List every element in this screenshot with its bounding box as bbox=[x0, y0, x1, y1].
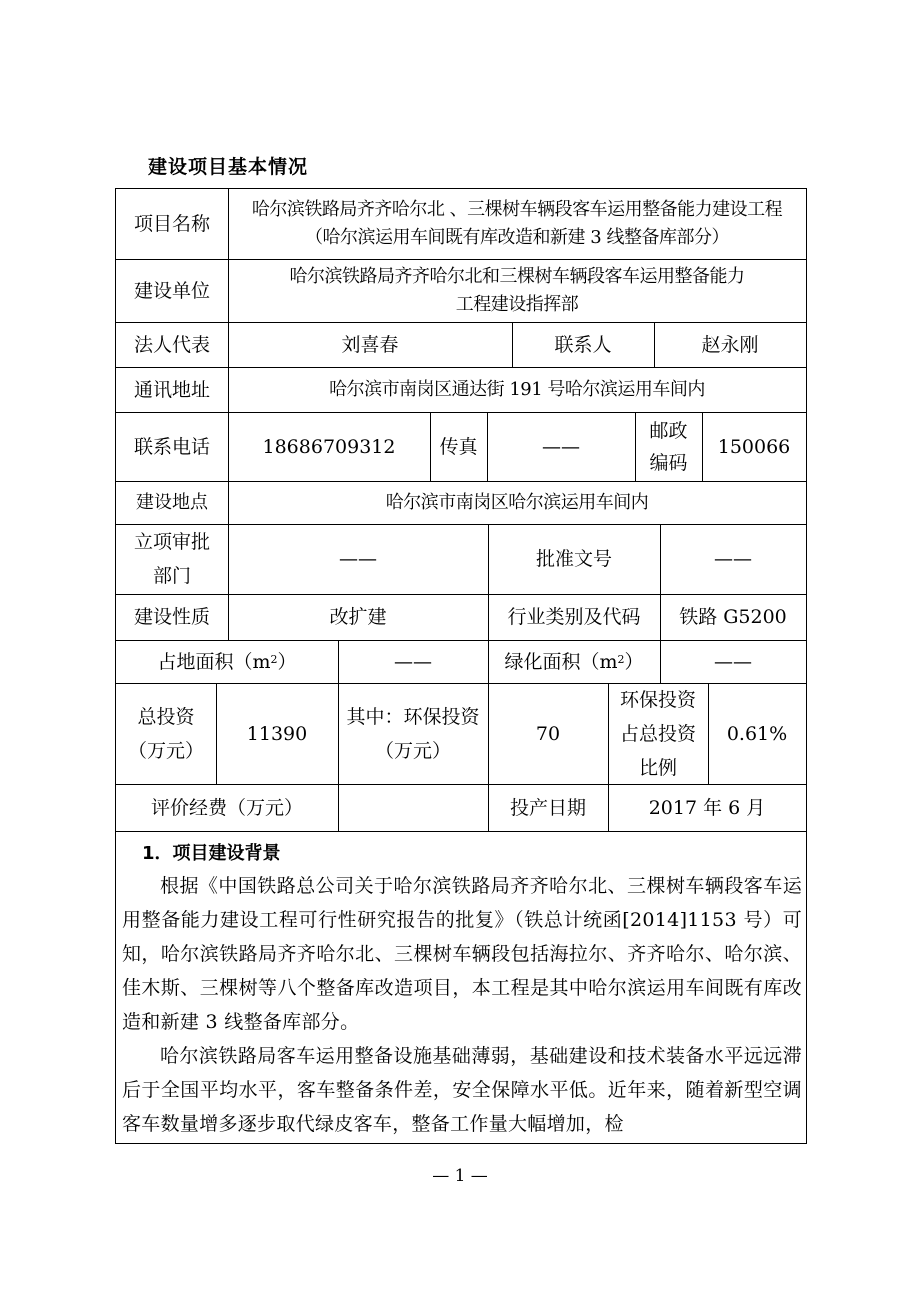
builder-label: 建设单位 bbox=[133, 279, 210, 302]
project-name-label: 项目名称 bbox=[133, 213, 210, 235]
approval-doc-value: —— bbox=[714, 548, 752, 570]
env-invest-value: 70 bbox=[535, 722, 561, 745]
fax-label: 传真 bbox=[439, 435, 478, 458]
env-ratio-label: 环保投资 占总投资 比例 bbox=[619, 688, 696, 779]
site-value: 哈尔滨市南岗区哈尔滨运用车间内 bbox=[385, 491, 649, 513]
land-area-value: —— bbox=[394, 650, 432, 673]
basic-info-table bbox=[115, 188, 807, 1144]
industry-label: 行业类别及代码 bbox=[507, 606, 641, 628]
env-ratio-value: 0.61% bbox=[726, 722, 788, 745]
production-date-label: 投产日期 bbox=[509, 796, 586, 819]
nature-value: 改扩建 bbox=[329, 606, 387, 628]
eval-fee-label: 评价经费（万元） bbox=[150, 796, 303, 819]
total-invest-value: 11390 bbox=[246, 722, 308, 745]
page-number: — 1 — bbox=[432, 1166, 488, 1186]
production-date-value: 2017 年 6 月 bbox=[648, 796, 766, 819]
postcode-label: 邮政 编码 bbox=[649, 419, 688, 474]
row-divider bbox=[116, 831, 806, 832]
contact-label: 联系人 bbox=[554, 333, 612, 356]
green-area-label: 绿化面积（m $^2$ ） bbox=[504, 650, 644, 673]
legal-rep-label: 法人代表 bbox=[133, 333, 210, 356]
background-paragraph-1: 根据《中国铁路总公司关于哈尔滨铁路局齐齐哈尔北、三棵树车辆段客车运用整备能力建设工程可行性研究报告的批复》（铁总计统函[2014]1153 号）可知，哈尔滨铁路局齐齐哈尔北、三棵树车辆段包括海拉尔、齐齐哈尔、哈尔滨、佳木斯、三棵树等八个整备库改造项目，本工程是其中哈尔滨运用车间既有库改造和新建 3 线整备库部分。 bbox=[122, 875, 802, 1033]
land-area-label: 占地面积（m $^2$ ） bbox=[157, 650, 297, 673]
builder-value: 哈尔滨铁路局齐齐哈尔北和三棵树车辆段客车运用整备能力 工程建设指挥部 bbox=[289, 265, 745, 315]
background-paragraph-2: 哈尔滨铁路局客车运用整备设施基础薄弱，基础建设和技术装备水平远远滞后于全国平均水平，客车整备条件差，安全保障水平低。近年来，随着新型空调客车数量增多逐步取代绿皮客车，整备工作量大幅增加，检 bbox=[122, 1045, 802, 1135]
contact-value: 赵永刚 bbox=[701, 333, 759, 356]
legal-rep-value: 刘喜春 bbox=[341, 333, 399, 356]
total-invest-label: 总投资 （万元） bbox=[127, 705, 204, 762]
phone-value: 18686709312 bbox=[262, 435, 396, 458]
approval-dept-value: —— bbox=[339, 548, 377, 570]
address-label: 通讯地址 bbox=[133, 378, 210, 401]
section-heading: 建设项目基本情况 bbox=[148, 156, 309, 178]
env-invest-label: 其中：环保投资 （万元） bbox=[346, 705, 480, 762]
project-name-value: 哈尔滨铁路局齐齐哈尔北 、三棵树车辆段客车运用整备能力建设工程 （哈尔滨运用车间既有库改造和新建 3 线整备库部分） bbox=[251, 199, 783, 248]
postcode-value: 150066 bbox=[717, 435, 791, 458]
eval-fee-value bbox=[338, 784, 488, 831]
address-value: 哈尔滨市南岗区通达街 191 号哈尔滨运用车间内 bbox=[329, 378, 705, 400]
fax-value: —— bbox=[542, 435, 580, 458]
green-area-value: —— bbox=[714, 650, 752, 673]
nature-label: 建设性质 bbox=[133, 606, 210, 628]
phone-label: 联系电话 bbox=[133, 435, 210, 458]
site-label: 建设地点 bbox=[136, 491, 208, 513]
industry-value: 铁路 G5200 bbox=[679, 606, 787, 628]
approval-dept-label: 立项审批 部门 bbox=[133, 531, 210, 587]
background-title: 1．项目建设背景 bbox=[142, 843, 281, 864]
approval-doc-label: 批准文号 bbox=[535, 548, 612, 570]
